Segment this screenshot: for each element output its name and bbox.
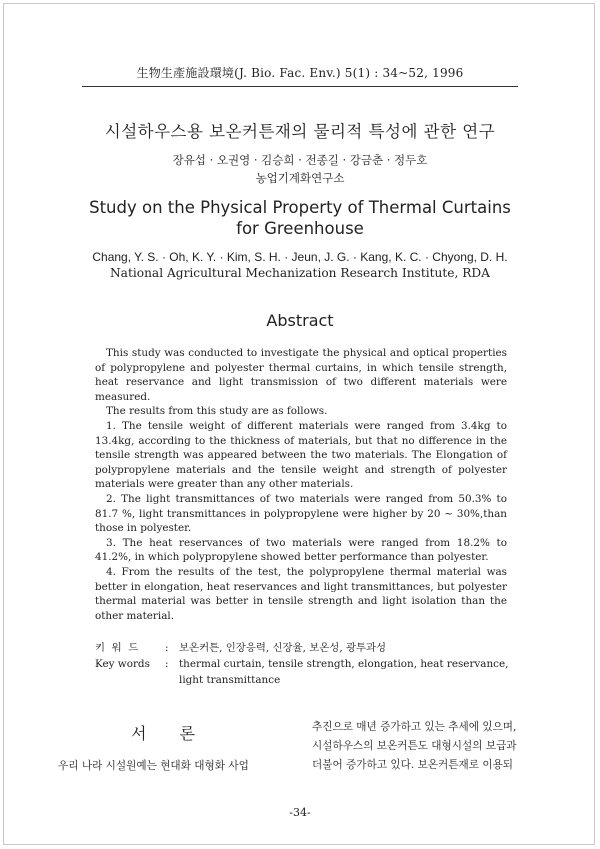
intro-right-column <box>312 718 547 775</box>
korean-title: 시설하우스용 보온커튼재의 물리적 특성에 관한 연구 <box>104 122 496 141</box>
abstract-paragraph: This study was conducted to investigate the physical and optical properties of polypropylene and polyester thermal curtains, in which tensile strength, heat reservance and light transmission of two different materials were measured. <box>95 347 507 403</box>
intro-left-column-text: 우리 나라 시설원예는 현대화 대형화 사업 <box>58 760 249 772</box>
english-title-line-1: Study on the Physical Property of Thermal Curtains <box>89 198 511 217</box>
journal-header: 生物生產施設環境(J. Bio. Fac. Env.) 5(1) : 34~52, 1996 <box>136 66 464 80</box>
korean-authors: 장유섭 · 오권영 · 김승희 · 전종길 · 강금춘 · 정두호 <box>172 153 428 167</box>
english-title-line-2: for Greenhouse <box>236 219 364 238</box>
korean-keywords-row <box>95 640 515 656</box>
english-keywords-label: Key words <box>95 658 150 670</box>
abstract-paragraph: 3. The heat reservances of two materials were ranged from 18.2% to 41.2%, in which polypropylene showed better performance than polyester. <box>95 536 507 564</box>
header-rule <box>82 86 518 87</box>
korean-keywords-label: 키 워 드 <box>95 642 139 654</box>
intro-right-line: 추진으로 매년 증가하고 있는 추세에 있으며, <box>312 721 517 733</box>
intro-right-line: 시설하우스의 보온커튼도 대형시설의 보급과 <box>312 740 517 752</box>
abstract-paragraph: The results from this study are as follows. <box>106 405 328 418</box>
keywords-block <box>95 640 515 688</box>
keywords-colon: : <box>165 658 169 670</box>
english-affiliation: National Agricultural Mechanization Research Institute, RDA <box>110 266 490 280</box>
korean-keywords-values: 보온커튼, 인장응력, 신장율, 보온성, 광투과성 <box>179 642 387 654</box>
english-keywords-line-1: thermal curtain, tensile strength, elongation, heat reservance, <box>179 658 509 670</box>
intro-right-line: 더불어 증가하고 있다. 보온커튼재로 이용되 <box>312 759 514 771</box>
introduction-heading: 서 론 <box>131 724 209 743</box>
english-keywords-values <box>179 656 515 688</box>
abstract-paragraph: 1. The tensile weight of different materials were ranged from 3.4kg to 13.4kg, according to the thickness of materials, but that no difference in the tensile strength was appeared between the two materials. The Elongation of polypropylene materials and the tensile weight and strength of polyester materials were greater than any other materials. <box>95 419 507 491</box>
abstract-paragraph: 4. From the results of the test, the polypropylene thermal material was better in elongation, heat reservances and light transmittances, but polyester thermal material was better in tensile strength and light isolation than the other material. <box>95 565 507 622</box>
english-title <box>60 197 540 239</box>
keywords-colon: : <box>165 642 169 654</box>
abstract-paragraph: 2. The light transmittances of two materials were ranged from 50.3% to 81.7 %, light transmittances in polypropylene were higher by 20 ~ 30%,than those in polyester. <box>95 492 507 535</box>
page-number: -34- <box>289 806 311 819</box>
abstract-heading: Abstract <box>266 311 334 330</box>
korean-affiliation: 농업기계화연구소 <box>255 171 345 185</box>
english-keywords-row <box>95 656 515 688</box>
english-keywords-line-2: light transmittance <box>179 674 281 686</box>
abstract-body <box>95 346 507 623</box>
english-authors: Chang, Y. S. · Oh, K. Y. · Kim, S. H. · Jeun, J. G. · Kang, K. C. · Chyong, D. H. <box>92 250 508 264</box>
